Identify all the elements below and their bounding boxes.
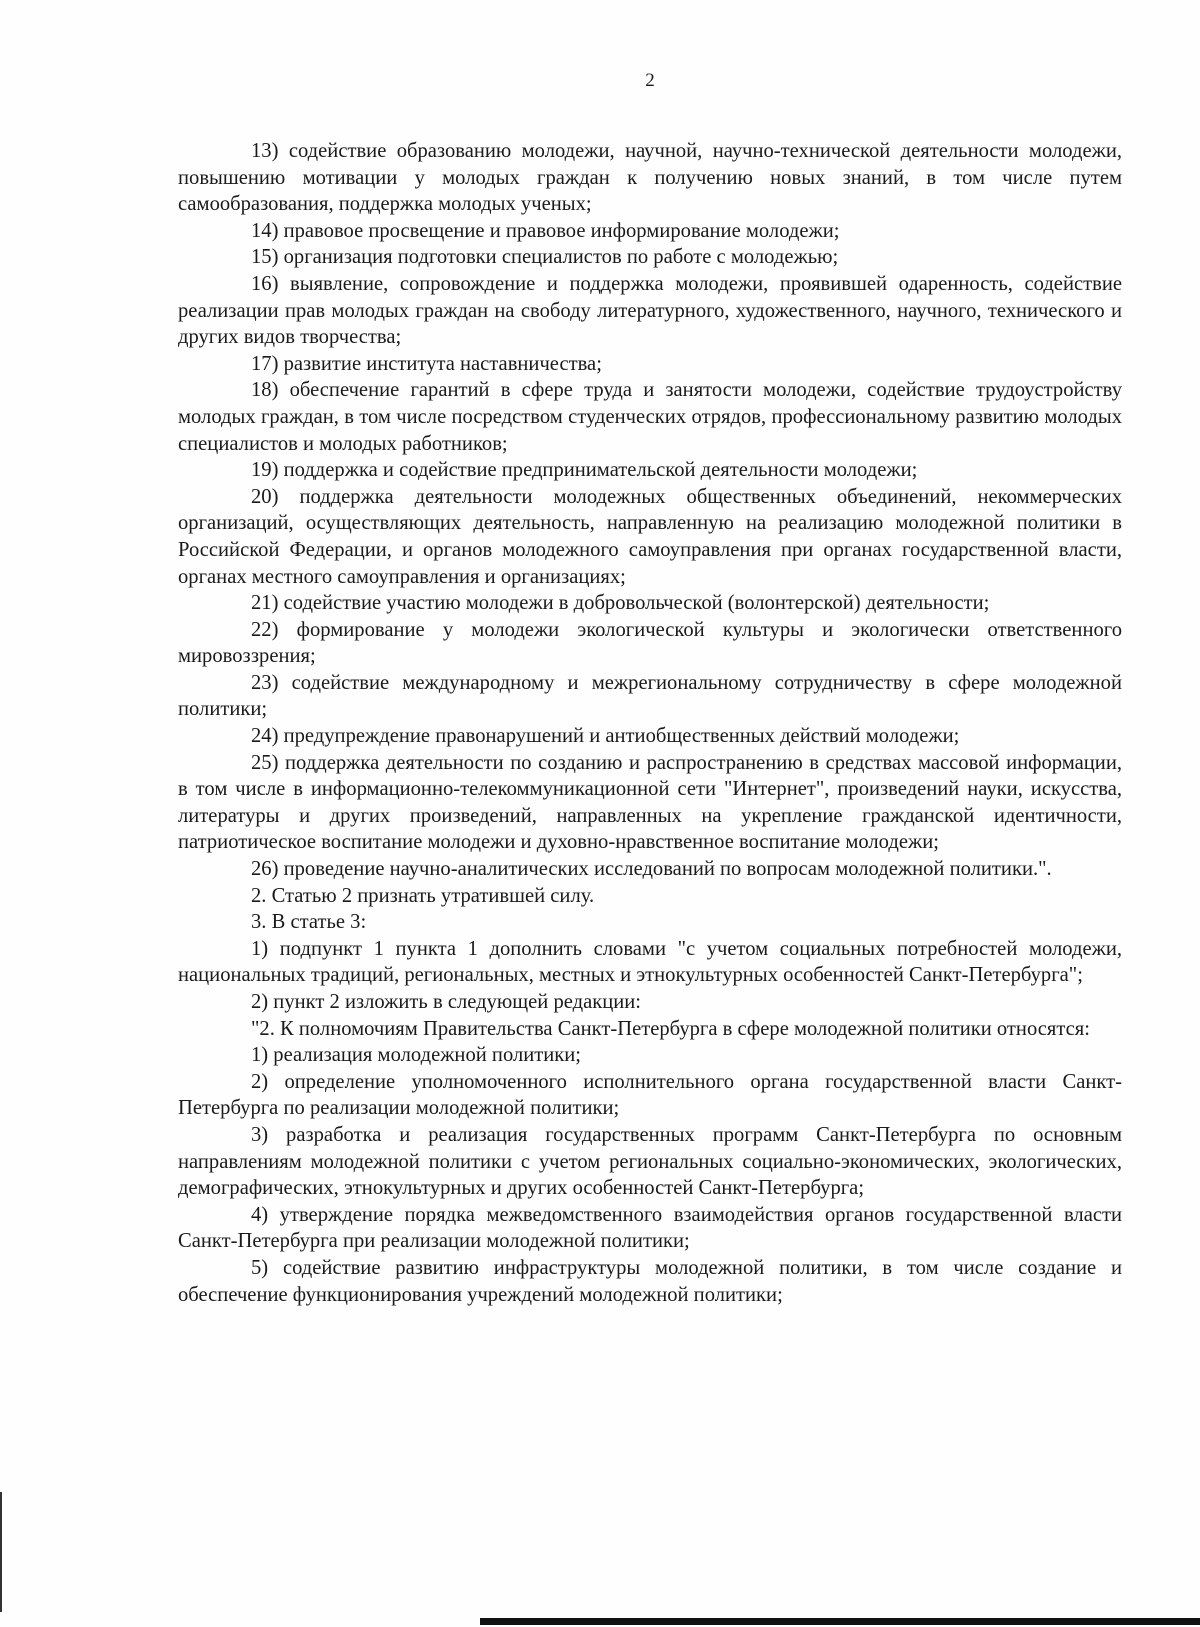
- scan-edge-bottom: [480, 1618, 1200, 1625]
- paragraph-item-25: 25) поддержка деятельности по созданию и распространению в средствах массовой информации, в том числе в информационно-телекоммуникационной сети "Интернет", произведений науки, искусства, литературы и других произведений, направленных на укрепление гражданской идентичности, патриотическое воспитание молодежи и духовно-нравственное воспитание молодежи;: [178, 751, 1122, 854]
- paragraph-clause-2: "2. К полномочиям Правительства Санкт-Петербурга в сфере молодежной политики относятся:: [251, 1017, 1090, 1040]
- paragraph-item-20: 20) поддержка деятельности молодежных общественных объединений, некоммерческих организаций, осуществляющих деятельность, направленную на реализацию молодежной политики в Российской Федерации, и органов молодежного самоуправления при органах государственной власти, органах местного самоуправления и организациях;: [178, 485, 1122, 588]
- paragraph-item-23: 23) содействие международному и межрегиональному сотрудничеству в сфере молодежной политики;: [178, 671, 1122, 721]
- paragraph-power-4: 4) утверждение порядка межведомственного взаимодействия органов государственной власти Санкт-Петербурга при реализации молодежной политики;: [178, 1203, 1122, 1253]
- paragraph-power-2: 2) определение уполномоченного исполнительного органа государственной власти Санкт-Петербурга по реализации молодежной политики;: [178, 1070, 1122, 1120]
- paragraph-item-13: 13) содействие образованию молодежи, научной, научно-технической деятельности молодежи, повышению мотивации у молодых граждан к получению новых знаний, в том числе путем самообразования, поддержка молодых ученых;: [178, 140, 1122, 216]
- paragraph-item-17: 17) развитие института наставничества;: [251, 352, 602, 375]
- paragraph-article-2: 2. Статью 2 признать утратившей силу.: [251, 884, 595, 907]
- paragraph-item-18: 18) обеспечение гарантий в сфере труда и занятости молодежи, содействие трудоустройству молодых граждан, в том числе посредством студенческих отрядов, профессиональному развитию молодых специалистов и молодых работников;: [178, 379, 1122, 455]
- paragraph-item-22: 22) формирование у молодежи экологической культуры и экологически ответственного мировоззрения;: [178, 618, 1122, 668]
- paragraph-subitem-2: 2) пункт 2 изложить в следующей редакции:: [251, 991, 642, 1013]
- paragraph-item-21: 21) содействие участию молодежи в добровольческой (волонтерской) деятельности;: [251, 592, 990, 615]
- paragraph-power-5: 5) содействие развитию инфраструктуры молодежной политики, в том числе создание и обеспечение функционирования учреждений молодежной политики;: [178, 1256, 1122, 1306]
- paragraph-subitem-1: 1) подпункт 1 пункта 1 дополнить словами "с учетом социальных потребностей молодежи, национальных традиций, региональных, местных и этнокультурных особенностей Санкт-Петербурга";: [178, 937, 1122, 987]
- paragraph-article-3: 3. В статье 3:: [251, 911, 367, 934]
- page-number: 2: [645, 70, 655, 91]
- paragraph-item-19: 19) поддержка и содействие предпринимательской деятельности молодежи;: [251, 459, 918, 482]
- document-body: [178, 138, 1122, 1308]
- paragraph-item-16: 16) выявление, сопровождение и поддержка молодежи, проявившей одаренность, содействие реализации прав молодых граждан на свободу литературного, художественного, научного, технического и других видов творчества;: [178, 272, 1122, 349]
- scan-edge-left: [0, 1492, 2, 1612]
- paragraph-item-15: 15) организация подготовки специалистов по работе с молодежью;: [251, 246, 839, 269]
- paragraph-item-24: 24) предупреждение правонарушений и антиобщественных действий молодежи;: [251, 725, 960, 748]
- paragraph-item-26: 26) проведение научно-аналитических исследований по вопросам молодежной политики.".: [251, 858, 1052, 881]
- paragraph-power-1: 1) реализация молодежной политики;: [251, 1044, 582, 1067]
- paragraph-power-3: 3) разработка и реализация государственных программ Санкт-Петербурга по основным направлениям молодежной политики с учетом региональных социально-экономических, экологических, демографических, этнокультурных и других особенностей Санкт-Петербурга;: [178, 1123, 1122, 1200]
- paragraph-item-14: 14) правовое просвещение и правовое информирование молодежи;: [251, 219, 840, 242]
